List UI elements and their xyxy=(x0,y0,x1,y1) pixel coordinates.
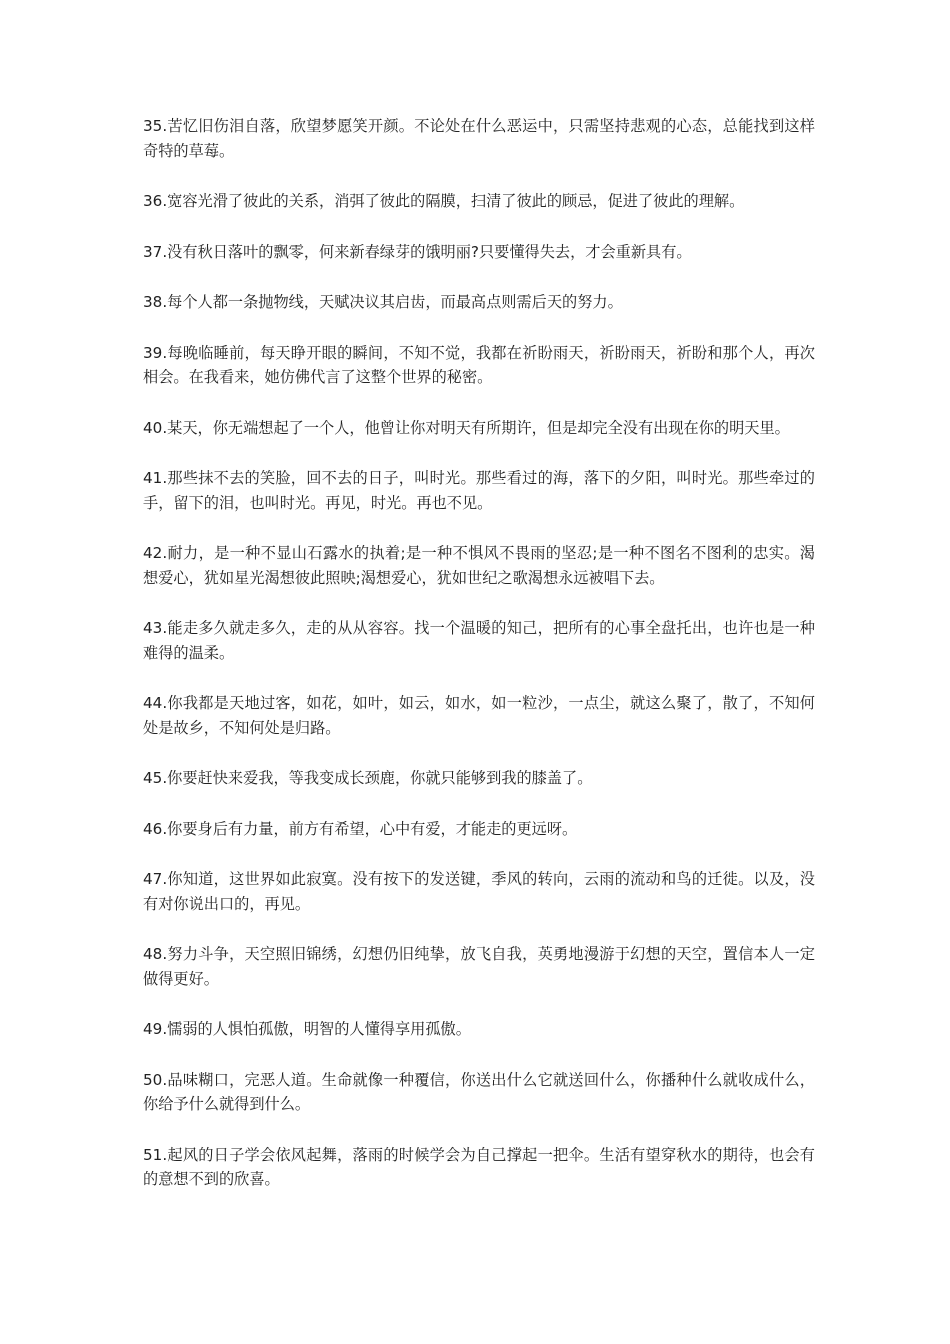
paragraph-40: 40.某天，你无端想起了一个人，他曾让你对明天有所期许，但是却完全没有出现在你的明天里。 xyxy=(143,418,790,437)
paragraph-45: 45.你要赶快来爱我，等我变成长颈鹿，你就只能够到我的膝盖了。 xyxy=(143,769,593,787)
paragraph-48: 48.努力斗争，天空照旧锦绣，幻想仍旧纯挚，放飞自我，英勇地漫游于幻想的天空，置信本人一定做得更好。 xyxy=(143,945,815,988)
paragraph-43: 43.能走多久就走多久，走的从从容容。找一个温暖的知己，把所有的心事全盘托出，也许也是一种难得的温柔。 xyxy=(143,619,815,662)
paragraph-50: 50.品味糊口，完恶人道。生命就像一种覆信，你送出什么它就送回什么，你播种什么就收成什么，你给予什么就得到什么。 xyxy=(143,1070,815,1113)
paragraph-49: 49.懦弱的人惧怕孤傲，明智的人懂得享用孤傲。 xyxy=(143,1020,471,1038)
paragraph-39: 39.每晚临睡前，每天睁开眼的瞬间，不知不觉，我都在祈盼雨天，祈盼雨天，祈盼和那个人，再次相会。在我看来，她仿佛代言了这整个世界的秘密。 xyxy=(143,343,815,386)
paragraph-35: 35.苦忆旧伤泪自落，欣望梦愿笑开颜。不论处在什么恶运中，只需坚持悲观的心态，总能找到这样奇特的草莓。 xyxy=(143,117,815,160)
paragraph-36: 36.宽容光滑了彼此的关系，消弭了彼此的隔膜，扫清了彼此的顾忌，促进了彼此的理解。 xyxy=(143,192,745,210)
paragraph-51: 51.起风的日子学会依风起舞，落雨的时候学会为自己撑起一把伞。生活有望穿秋水的期待，也会有的意想不到的欣喜。 xyxy=(143,1145,815,1188)
paragraph-37: 37.没有秋日落叶的飘零，何来新春绿芽的饿明丽?只要懂得失去，才会重新具有。 xyxy=(143,242,692,261)
document-body xyxy=(143,114,815,1218)
paragraph-38: 38.每个人都一条抛物线，天赋决议其启齿，而最高点则需后天的努力。 xyxy=(143,293,623,311)
paragraph-47: 47.你知道，这世界如此寂寞。没有按下的发送键，季风的转向，云雨的流动和鸟的迁徙。以及，没有对你说出口的，再见。 xyxy=(143,870,815,913)
paragraph-42: 42.耐力，是一种不显山石露水的执着;是一种不惧风不畏雨的坚忍;是一种不图名不图利的忠实。渴想爱心，犹如星光渴想彼此照映;渴想爱心，犹如世纪之歌渴想永远被唱下去。 xyxy=(143,544,815,587)
paragraph-44: 44.你我都是天地过客，如花，如叶，如云，如水，如一粒沙，一点尘，就这么聚了，散了，不知何处是故乡，不知何处是归路。 xyxy=(143,694,815,737)
paragraph-46: 46.你要身后有力量，前方有希望，心中有爱，才能走的更远呀。 xyxy=(143,819,578,838)
paragraph-41: 41.那些抹不去的笑脸，回不去的日子，叫时光。那些看过的海，落下的夕阳，叫时光。那些牵过的手，留下的泪，也叫时光。再见，时光。再也不见。 xyxy=(143,469,815,512)
